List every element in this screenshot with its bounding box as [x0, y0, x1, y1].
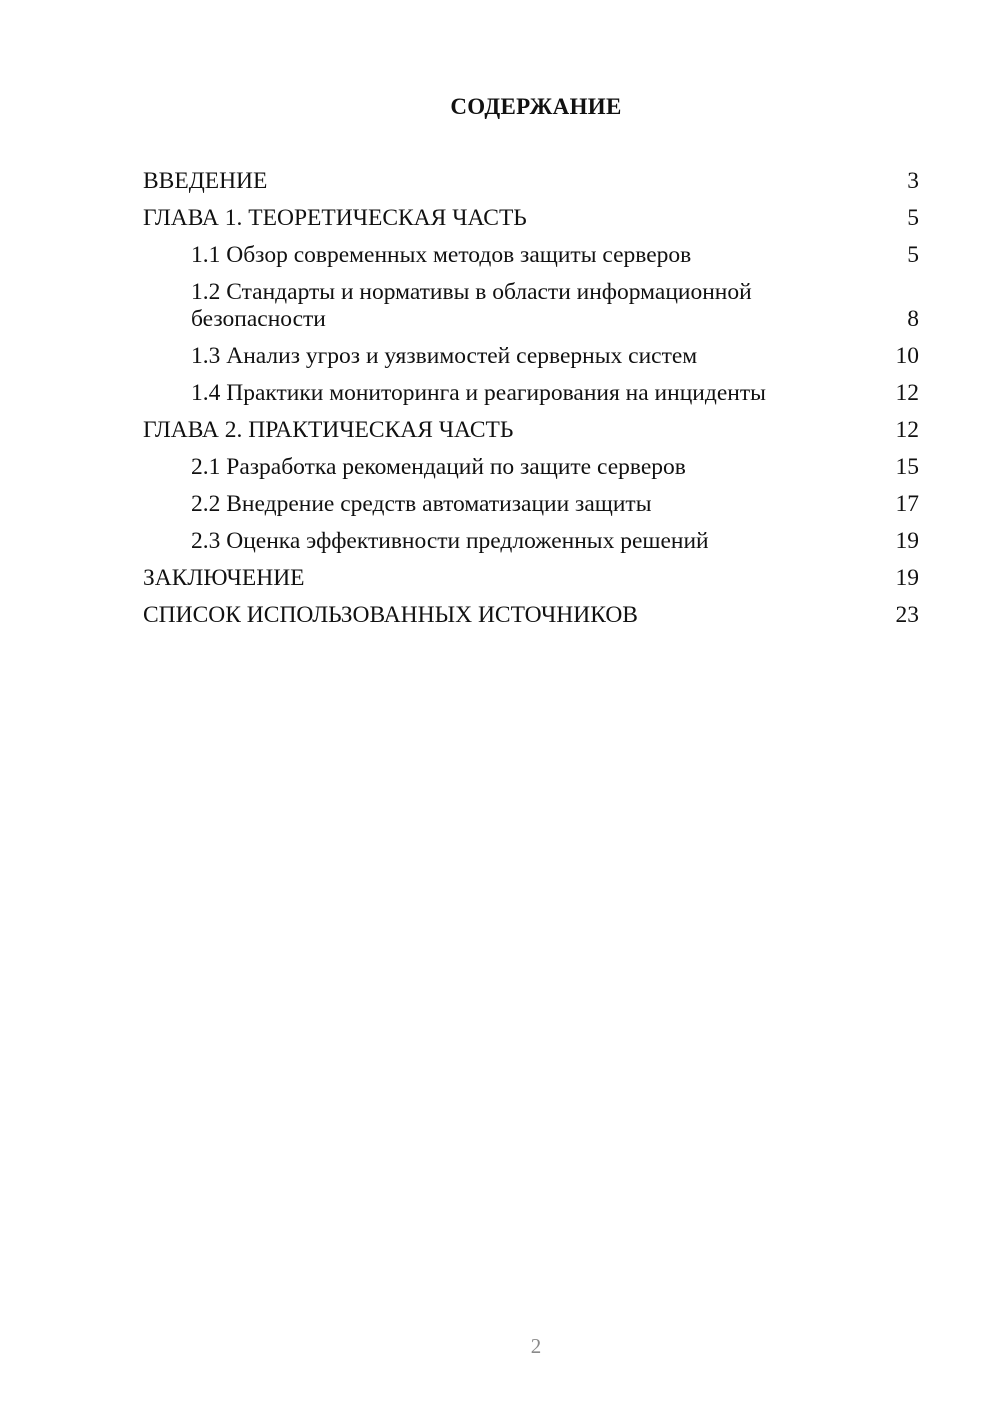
toc-entry-introduction[interactable]: [143, 168, 919, 195]
toc-entry-label: 2.1 Разработка рекомендаций по защите серверов: [191, 454, 686, 480]
toc-entry-section-2-3[interactable]: [143, 528, 919, 555]
toc-entry-page: 23: [895, 602, 919, 628]
toc-entry-page: 15: [895, 454, 919, 480]
toc-entry-section-2-2[interactable]: [143, 491, 919, 518]
toc-entry-label: ВВЕДЕНИЕ: [143, 168, 268, 194]
toc-entry-section-1-3[interactable]: [143, 343, 919, 370]
toc-entry-label: ГЛАВА 1. ТЕОРЕТИЧЕСКАЯ ЧАСТЬ: [143, 205, 527, 231]
toc-entry-section-1-2[interactable]: [143, 279, 919, 333]
toc-entry-section-2-1[interactable]: [143, 454, 919, 481]
toc-entry-label: СПИСОК ИСПОЛЬЗОВАННЫХ ИСТОЧНИКОВ: [143, 602, 638, 628]
toc-entry-section-1-4[interactable]: [143, 380, 919, 407]
toc-entry-page: 19: [895, 528, 919, 554]
toc-entry-label: 1.1 Обзор современных методов защиты серверов: [191, 242, 692, 268]
toc-entry-page: 12: [895, 380, 919, 406]
toc-entry-page: 5: [907, 242, 919, 268]
toc-entry-label: ГЛАВА 2. ПРАКТИЧЕСКАЯ ЧАСТЬ: [143, 417, 514, 443]
toc-entry-label: 1.3 Анализ угроз и уязвимостей серверных систем: [191, 343, 698, 369]
toc-entry-page: 17: [895, 491, 919, 517]
toc-entry-label: 2.2 Внедрение средств автоматизации защиты: [191, 491, 652, 517]
toc-entry-conclusion[interactable]: [143, 565, 919, 592]
toc-entry-page: 12: [895, 417, 919, 443]
page-title: СОДЕРЖАНИЕ: [450, 94, 622, 119]
toc-entry-page: 5: [907, 205, 919, 231]
toc-entry-page: 8: [907, 306, 919, 332]
toc-entry-page: 19: [895, 565, 919, 591]
toc-entry-section-1-1[interactable]: [143, 242, 919, 269]
toc-entry-label: 1.2 Стандарты и нормативы в области информационной безопасности: [191, 279, 752, 332]
toc-entry-label: 1.4 Практики мониторинга и реагирования на инциденты: [191, 380, 766, 406]
toc-entry-page: 10: [895, 343, 919, 369]
toc-entry-references[interactable]: [143, 602, 919, 629]
toc-entry-chapter-1[interactable]: [143, 205, 919, 232]
toc-entry-page: 3: [907, 168, 919, 194]
toc-entry-label: ЗАКЛЮЧЕНИЕ: [143, 565, 305, 591]
toc-entry-chapter-2[interactable]: [143, 417, 919, 444]
table-of-contents: [143, 168, 919, 639]
toc-entry-label: 2.3 Оценка эффективности предложенных решений: [191, 528, 709, 554]
page-number: 2: [530, 1334, 542, 1358]
